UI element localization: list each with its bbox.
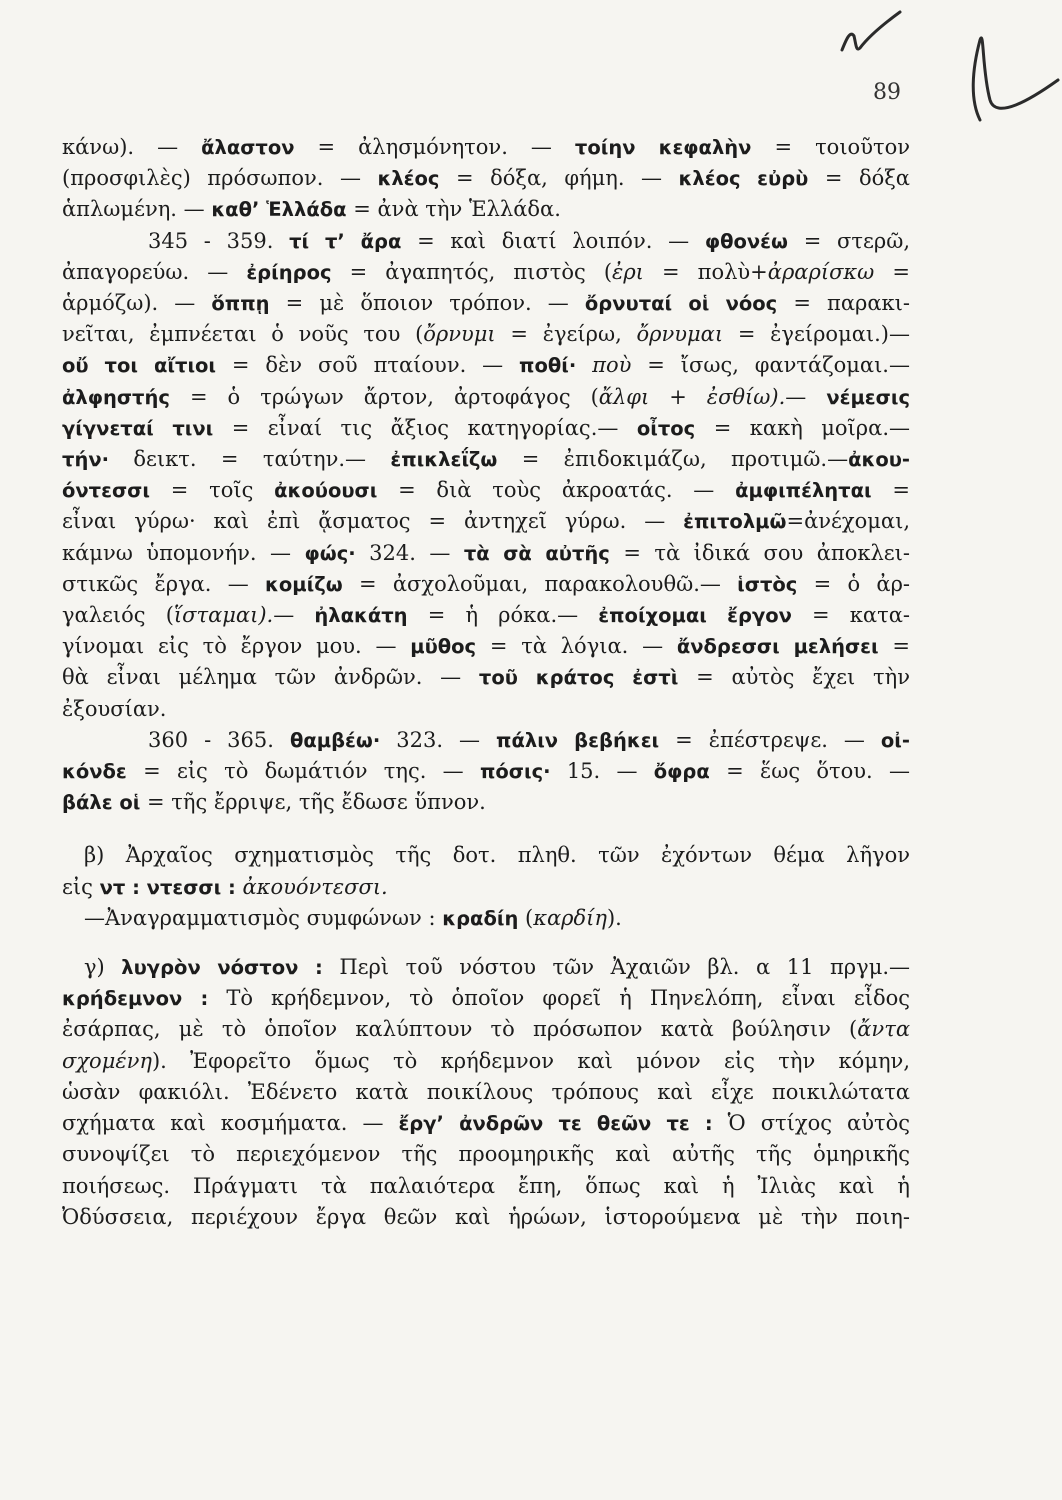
gloss-text: = ὁ τρώγων ἄρτον, ἀρτοφάγος ( (169, 384, 599, 409)
headword: κραδίη (442, 906, 519, 930)
gloss-text: στικῶς ἔργα. — (62, 571, 266, 596)
gloss-text: =ἀνέχομαι, (786, 509, 910, 534)
headword: ἄλαστον (201, 136, 295, 159)
text-line (62, 538, 910, 569)
gloss-text: ὡσὰν φακιόλι. Ἐδένετο κατὰ ποικίλους τρόπους καὶ εἶχε ποικιλώτατα (62, 1079, 910, 1104)
gloss-text: = ἕως ὅτου. — (709, 759, 910, 784)
text-line (62, 1108, 910, 1139)
gloss-text: = τὰ ἰδικά σου ἀποκλει- (609, 540, 910, 565)
text-line (62, 1046, 910, 1077)
gloss-text: ἁπλωμένη. — (62, 197, 212, 222)
headword: ἀκου- (848, 448, 910, 472)
headword: τοίην κεφαλὴν (574, 136, 752, 159)
headword: τήν· (62, 448, 110, 472)
gloss-text: 360 - 365. (148, 727, 290, 752)
gloss-text: = κακὴ μοῖρα.— (695, 415, 910, 440)
italic-term: ἀραρίσκω (767, 259, 875, 284)
text-line (62, 840, 910, 871)
text-line (62, 413, 910, 444)
italic-term: ὄρνυμι (423, 322, 496, 347)
text-line (62, 872, 910, 903)
text-line (62, 569, 910, 600)
text-line (62, 1014, 910, 1045)
headword: ποθί· (519, 354, 577, 378)
gloss-text: γαλειός ( (62, 603, 174, 628)
gloss-text: ποιήσεως. Πράγματι τὰ παλαιότερα ἔπη, ὅπως καὶ ἡ Ἰλιὰς καὶ ἡ (62, 1173, 910, 1198)
gloss-text: θὰ εἶναι μέλημα τῶν ἀνδρῶν. — (62, 665, 479, 690)
text-line (62, 506, 910, 537)
headword: βάλε οἱ (62, 791, 141, 815)
headword: ὄρνυταί οἱ νόος (584, 292, 778, 316)
text-line (62, 319, 910, 350)
text-line (62, 1139, 910, 1170)
gloss-text: = ἐπιδοκιμάζω, προτιμῶ.— (497, 447, 849, 472)
italic-term: ἐρι (612, 259, 644, 284)
text-line (62, 631, 910, 662)
headword: όντεσσι (62, 479, 150, 503)
text-line (62, 756, 910, 787)
headword: πόσις· (479, 760, 551, 784)
headword: ἐρίηρος (246, 260, 332, 284)
gloss-text: ( (518, 905, 534, 930)
gloss-text: 324. — (355, 540, 464, 565)
gloss-text: = (874, 259, 910, 284)
gloss-text: = πολὺ+ (643, 259, 768, 284)
headword: τὰ σὰ αὐτῆς (463, 541, 610, 565)
headword: οὔ τοι αἴτιοι (62, 354, 217, 378)
gloss-text: ἀπαγορεύω. — (62, 259, 247, 284)
gloss-text: = εἰς τὸ δωμάτιόν της. — (126, 759, 480, 784)
gloss-text: = κατα- (791, 603, 910, 628)
gloss-text: σχήματα καὶ κοσμήματα. — (62, 1111, 399, 1136)
gloss-text: ). (606, 905, 622, 930)
headword: κλέος εὐρὺ (678, 167, 809, 191)
page-number: 89 (873, 80, 901, 105)
gloss-text: = μὲ ὅποιον τρόπον. — (269, 291, 585, 316)
italic-term: ποὺ (592, 353, 632, 378)
headword: λυγρὸν νόστον : (121, 956, 323, 980)
headword: ντ : ντεσσι : (99, 875, 236, 899)
gloss-text: 345 - 359. (148, 228, 290, 253)
italic-term: ἄλφι + ἐσθίω). (598, 384, 786, 409)
text-line (62, 787, 910, 818)
gloss-text: 15. — (550, 759, 654, 784)
gloss-text: = ἐπέστρεψε. — (659, 727, 881, 752)
text-line (62, 952, 910, 983)
text-line (62, 662, 910, 693)
handwritten-mark (830, 0, 1062, 140)
italic-term: ἵσταμαι). (173, 603, 274, 628)
gloss-text: = δόξα (808, 166, 910, 191)
italic-term: ἄντα (857, 1017, 910, 1042)
gloss-text: εἶναι γύρω· καὶ ἐπὶ ᾄσματος = ἀντηχεῖ γύρω. — (62, 509, 684, 534)
gloss-text (576, 353, 592, 377)
headword: ὄφρα (653, 760, 710, 784)
gloss-text: νεῖται, ἐμπνέεται ὁ νοῦς του ( (62, 322, 424, 347)
commentary-text (62, 132, 910, 1233)
text-line (62, 444, 910, 475)
gloss-text: = ἴσως, φαντάζομαι.— (631, 353, 910, 378)
headword: ἀκούουσι (274, 479, 378, 503)
headword: τί τ’ ἄρα (289, 229, 402, 253)
gloss-text: = εἶναί τις ἄξιος κατηγορίας.— (213, 415, 637, 440)
headword: ἀμφιπέληται (735, 479, 872, 503)
gloss-text: = (878, 634, 910, 659)
gloss-text: = ἐγείρομαι.)— (723, 322, 910, 347)
text-line (62, 132, 910, 163)
headword: κόνδε (62, 760, 127, 784)
text-line (62, 903, 910, 934)
gloss-text: = αὐτὸς ἔχει τὴν (678, 665, 910, 690)
text-line (62, 694, 910, 725)
text-line (62, 600, 910, 631)
headword: κρήδεμνον : (62, 987, 209, 1011)
italic-term: ὄρνυμαι (636, 322, 724, 347)
gloss-text: ἐσάρπας, μὲ τὸ ὁποῖον καλύπτουν τὸ πρόσωπον κατὰ βούλησιν ( (62, 1017, 858, 1042)
gloss-text: — (273, 603, 315, 628)
headword: οἶτος (636, 416, 696, 440)
headword: ἄνδρεσσι μελήσει (676, 635, 879, 659)
gloss-text: — (785, 384, 827, 409)
italic-term: καρδίη (533, 905, 607, 930)
headword: ἔργ’ ἀνδρῶν τε θεῶν τε : (398, 1112, 713, 1136)
gloss-text: εἰς (62, 874, 100, 899)
italic-term: ἀκουόντεσσι. (242, 874, 388, 899)
gloss-text: = ἀγαπητός, πιστὸς ( (331, 259, 613, 284)
headword: ἀλφηστής (62, 385, 170, 409)
gloss-text: = ἀνὰ τὴν Ἑλλάδα. (346, 197, 561, 222)
headword: φθονέω (704, 229, 788, 253)
gloss-text: = ἐγείρω, (495, 322, 637, 347)
text-line (62, 475, 910, 506)
gloss-text: Τὸ κρήδεμνον, τὸ ὁποῖον φορεῖ ἡ Πηνελόπη, εἶναι εἶδος (208, 986, 911, 1011)
gloss-text: ). Ἐφορεῖτο ὅμως τὸ κρήδεμνον καὶ μόνον εἰς τὴν κόμην, (151, 1048, 910, 1073)
headword: θαμβέω· (289, 728, 381, 752)
gloss-text: (προσφιλὲς) πρόσωπον. — (62, 166, 378, 191)
gloss-text: = τοῖς (149, 478, 275, 503)
headword: γίγνεταί τινι (62, 416, 214, 440)
gloss-text: = τοιοῦτον (751, 135, 910, 159)
headword: τοῦ κράτος ἐστὶ (478, 666, 679, 690)
gloss-text: δεικτ. = ταύτην.— (109, 447, 391, 472)
text-line (62, 1171, 910, 1202)
gloss-text: = ἡ ρόκα.— (407, 603, 599, 628)
text-line (62, 350, 910, 381)
gloss-text: β) Ἀρχαῖος σχηματισμὸς τῆς δοτ. πληθ. τῶν ἐχόντων θέμα λῆγον (84, 843, 910, 868)
text-line (62, 226, 910, 257)
gloss-text: = τὰ λόγια. — (476, 634, 677, 659)
gloss-text: = δὲν σοῦ πταίουν. — (216, 353, 520, 378)
text-line (62, 194, 910, 225)
headword: νέμεσις (826, 385, 910, 409)
gloss-text: = τῆς ἔρριψε, τῆς ἔδωσε ὕπνον. (140, 790, 486, 815)
gloss-text: γίνομαι εἰς τὸ ἔργον μου. — (62, 634, 411, 659)
gloss-text: = ἀλησμόνητον. — (294, 135, 575, 159)
text-line (62, 163, 910, 194)
gloss-text: = παρακι- (777, 291, 910, 316)
gloss-text: 323. — (380, 727, 497, 752)
headword: μῦθος (410, 635, 477, 659)
gloss-text: = στερῶ, (787, 228, 910, 253)
headword: ἐποίχομαι ἔργον (598, 604, 792, 628)
gloss-text (236, 875, 243, 899)
gloss-text: γ) (84, 955, 122, 980)
gloss-text: κάμνω ὑπομονήν. — (62, 540, 305, 565)
gloss-text: Ὀδύσσεια, περιέχουν ἔργα θεῶν καὶ ἡρώων, ἱστορούμενα μὲ τὴν ποιη- (62, 1204, 910, 1229)
gloss-text: συνοψίζει τὸ περιεχόμενον τῆς προομηρικῆς καὶ αὐτῆς τῆς ὁμηρικῆς (62, 1142, 910, 1167)
headword: ἠλακάτη (314, 604, 408, 628)
headword: φώς· (304, 541, 356, 565)
headword: κλέος (377, 167, 440, 191)
gloss-text: = διὰ τοὺς ἀκροατάς. — (377, 478, 736, 503)
text-line (62, 288, 910, 319)
text-line (62, 983, 910, 1014)
headword: οἰ- (880, 728, 910, 752)
gloss-text: = ἀσχολοῦμαι, παρακολουθῶ.— (342, 571, 738, 596)
text-line (62, 725, 910, 756)
gloss-text: —Ἀναγραμματισμὸς συμφώνων : (84, 905, 443, 930)
headword: πάλιν βεβήκει (496, 728, 660, 752)
headword: ἱστὸς (737, 572, 798, 596)
text-line (62, 1077, 910, 1108)
text-line (62, 382, 910, 413)
gloss-text: ἁρμόζω). — (62, 291, 212, 316)
gloss-text: = (871, 478, 910, 503)
headword: ἐπικλεΐζω (390, 448, 498, 472)
gloss-text: = ὁ ἀρ- (797, 571, 911, 596)
headword: ὅππῃ (211, 292, 270, 316)
gloss-text: = δόξα, φήμη. — (439, 166, 679, 191)
italic-term: σχομένη (62, 1048, 152, 1073)
gloss-text: κάνω). — (62, 135, 202, 159)
headword: ἐπιτολμῶ (683, 510, 787, 534)
text-line (62, 1202, 910, 1233)
text-line (62, 257, 910, 288)
headword: κομίζω (265, 572, 343, 596)
gloss-text: Περὶ τοῦ νόστου τῶν Ἀχαιῶν βλ. α 11 πργμ.— (322, 955, 911, 980)
gloss-text: Ὁ στίχος αὐτὸς (712, 1111, 911, 1136)
headword: καθ’ Ἑλλάδα (211, 198, 347, 222)
gloss-text: ἐξουσίαν. (62, 696, 167, 721)
gloss-text: = καὶ διατί λοιπόν. — (401, 228, 705, 253)
